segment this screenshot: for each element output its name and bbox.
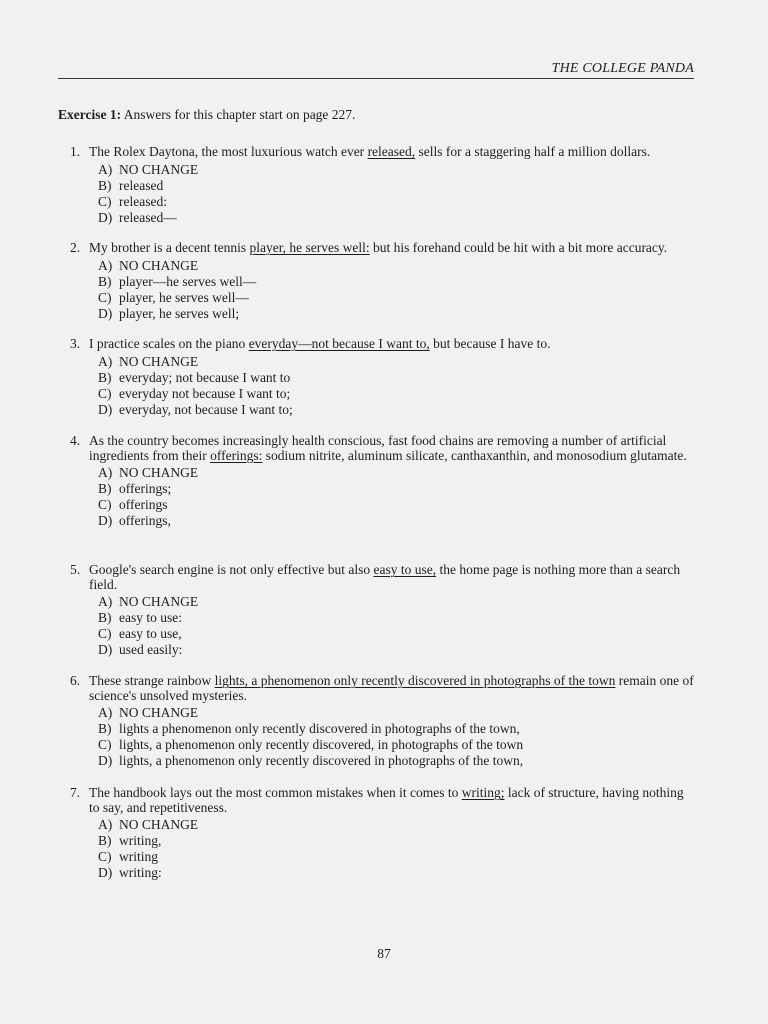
- answer-option-d: [98, 865, 694, 881]
- option-text: writing,: [119, 833, 162, 848]
- option-letter: D): [98, 642, 113, 657]
- question-stem: [89, 337, 694, 352]
- question-6: [70, 674, 694, 769]
- question-number: 1.: [70, 144, 81, 159]
- answer-option-b: [98, 274, 694, 290]
- option-letter: B): [98, 369, 112, 385]
- stem-text: The handbook lays out the most common mistakes when it comes to: [89, 785, 462, 800]
- stem-text: lack of structure, having nothing to say, and repetitiveness.: [89, 785, 684, 815]
- option-letter: C): [98, 193, 112, 209]
- stem-text: sells for a staggering half a million dollars.: [415, 144, 651, 159]
- exercise-intro: [58, 107, 355, 123]
- option-text: NO CHANGE: [119, 257, 199, 273]
- page-number: 87: [377, 946, 391, 961]
- question-number: 2.: [70, 240, 81, 255]
- option-letter: B): [98, 273, 112, 289]
- stem-text: These strange rainbow: [89, 673, 215, 688]
- option-text: NO CHANGE: [119, 161, 199, 177]
- option-text: everyday; not because I want to: [119, 369, 291, 385]
- stem-text: I practice scales on the piano: [89, 336, 249, 351]
- answer-option-d: [98, 753, 694, 769]
- option-letter: A): [98, 353, 113, 369]
- header-rule: [58, 78, 694, 79]
- answer-option-d: [98, 513, 694, 529]
- option-text: writing: [119, 849, 158, 864]
- option-text: easy to use,: [119, 626, 182, 641]
- underlined-portion: offerings:: [210, 447, 263, 463]
- answer-option-b: [98, 833, 694, 849]
- option-text: released: [119, 177, 164, 193]
- answer-options: [98, 465, 694, 529]
- option-letter: B): [98, 833, 112, 848]
- exercise-intro-text: Answers for this chapter start on page 227.: [121, 107, 356, 122]
- answer-options: [98, 705, 694, 769]
- option-text: writing:: [119, 865, 162, 880]
- underlined-portion: player, he serves well:: [249, 240, 370, 255]
- option-text: lights a phenomenon only recently discovered in photographs of the town,: [119, 721, 520, 736]
- answer-options: [98, 162, 694, 226]
- question-number: 4.: [70, 433, 81, 448]
- option-letter: B): [98, 721, 112, 736]
- option-text: easy to use:: [119, 610, 182, 625]
- option-letter: D): [98, 401, 113, 417]
- question-number: 5.: [70, 562, 81, 577]
- option-letter: C): [98, 385, 112, 401]
- stem-text: remain one of science's unsolved mysteries.: [89, 673, 694, 703]
- option-letter: B): [98, 177, 112, 193]
- answer-option-b: [98, 370, 694, 386]
- exercise-label: Exercise 1:: [58, 107, 122, 122]
- answer-option-c: [98, 290, 694, 306]
- option-letter: D): [98, 513, 113, 528]
- answer-option-c: [98, 386, 694, 402]
- option-letter: A): [98, 817, 113, 832]
- option-text: everyday, not because I want to;: [119, 401, 293, 417]
- question-number: 3.: [70, 336, 81, 351]
- answer-options: [98, 594, 694, 658]
- answer-options: [98, 258, 694, 322]
- option-letter: A): [98, 465, 113, 480]
- running-head-title: THE COLLEGE PANDA: [551, 61, 694, 76]
- answer-option-c: [98, 194, 694, 210]
- option-letter: D): [98, 305, 113, 321]
- question-4: [70, 434, 694, 529]
- option-text: player—he serves well—: [119, 273, 257, 289]
- option-text: offerings,: [119, 513, 171, 528]
- answer-option-d: [98, 210, 694, 226]
- answer-option-a: [98, 162, 694, 178]
- question-stem: [89, 145, 694, 160]
- option-text: NO CHANGE: [119, 353, 199, 369]
- answer-option-b: [98, 178, 694, 194]
- question-7: [70, 786, 694, 881]
- answer-option-a: [98, 258, 694, 274]
- option-text: released:: [119, 193, 167, 209]
- option-text: player, he serves well—: [119, 289, 249, 305]
- option-letter: B): [98, 610, 112, 625]
- answer-option-c: [98, 849, 694, 865]
- answer-option-d: [98, 306, 694, 322]
- answer-option-d: [98, 402, 694, 418]
- answer-option-c: [98, 737, 694, 753]
- answer-option-d: [98, 642, 694, 658]
- answer-options: [98, 354, 694, 418]
- question-3: [70, 337, 694, 418]
- option-letter: A): [98, 594, 113, 609]
- option-letter: D): [98, 865, 113, 880]
- answer-option-a: [98, 594, 694, 610]
- question-2: [70, 241, 694, 322]
- underlined-portion: released,: [367, 144, 416, 159]
- option-text: lights, a phenomenon only recently discovered, in photographs of the town: [119, 737, 524, 752]
- option-letter: C): [98, 289, 112, 305]
- answer-option-b: [98, 721, 694, 737]
- question-stem: [89, 241, 694, 256]
- option-text: NO CHANGE: [119, 465, 199, 480]
- stem-text: As the country becomes increasingly health conscious, fast food chains are removing a number of artificial ingredients from their: [89, 433, 667, 463]
- stem-text: but because I have to.: [429, 336, 551, 351]
- answer-option-a: [98, 465, 694, 481]
- stem-text: sodium nitrite, aluminum silicate, canthaxanthin, and monosodium glutamate.: [262, 447, 687, 463]
- option-letter: C): [98, 497, 112, 512]
- option-letter: A): [98, 161, 113, 177]
- option-text: offerings;: [119, 481, 172, 496]
- stem-text: The Rolex Daytona, the most luxurious watch ever: [89, 144, 368, 159]
- option-text: lights, a phenomenon only recently discovered in photographs of the town,: [119, 753, 524, 768]
- underlined-portion: everyday—not because I want to,: [248, 336, 430, 351]
- option-text: released—: [119, 209, 177, 225]
- option-letter: D): [98, 753, 113, 768]
- question-stem: [89, 786, 694, 815]
- answer-option-b: [98, 610, 694, 626]
- option-text: NO CHANGE: [119, 817, 199, 832]
- option-text: NO CHANGE: [119, 594, 199, 609]
- answer-option-a: [98, 817, 694, 833]
- stem-text: Google's search engine is not only effective but also: [89, 562, 374, 577]
- stem-text: the home page is nothing more than a search field.: [89, 562, 681, 592]
- question-1: [70, 145, 694, 226]
- question-number: 7.: [70, 785, 81, 800]
- answer-option-c: [98, 626, 694, 642]
- option-letter: C): [98, 737, 112, 752]
- option-letter: B): [98, 481, 112, 496]
- option-text: used easily:: [119, 642, 183, 657]
- option-letter: C): [98, 849, 112, 864]
- answer-option-b: [98, 481, 694, 497]
- underlined-portion: easy to use,: [373, 562, 437, 577]
- answer-options: [98, 817, 694, 881]
- option-text: offerings: [119, 497, 168, 512]
- answer-option-c: [98, 497, 694, 513]
- answer-option-a: [98, 354, 694, 370]
- option-text: NO CHANGE: [119, 705, 199, 720]
- question-5: [70, 563, 694, 658]
- stem-text: My brother is a decent tennis: [89, 240, 250, 255]
- option-letter: A): [98, 257, 113, 273]
- option-letter: C): [98, 626, 112, 641]
- question-stem: [89, 434, 694, 463]
- option-text: player, he serves well;: [119, 305, 240, 321]
- answer-option-a: [98, 705, 694, 721]
- stem-text: but his forehand could be hit with a bit more accuracy.: [369, 240, 668, 255]
- question-stem: [89, 563, 694, 592]
- question-number: 6.: [70, 673, 81, 688]
- underlined-portion: writing;: [461, 785, 505, 800]
- underlined-portion: lights, a phenomenon only recently discovered in photographs of the town: [214, 673, 616, 688]
- question-stem: [89, 674, 694, 703]
- option-text: everyday not because I want to;: [119, 385, 291, 401]
- option-letter: A): [98, 705, 113, 720]
- option-letter: D): [98, 209, 113, 225]
